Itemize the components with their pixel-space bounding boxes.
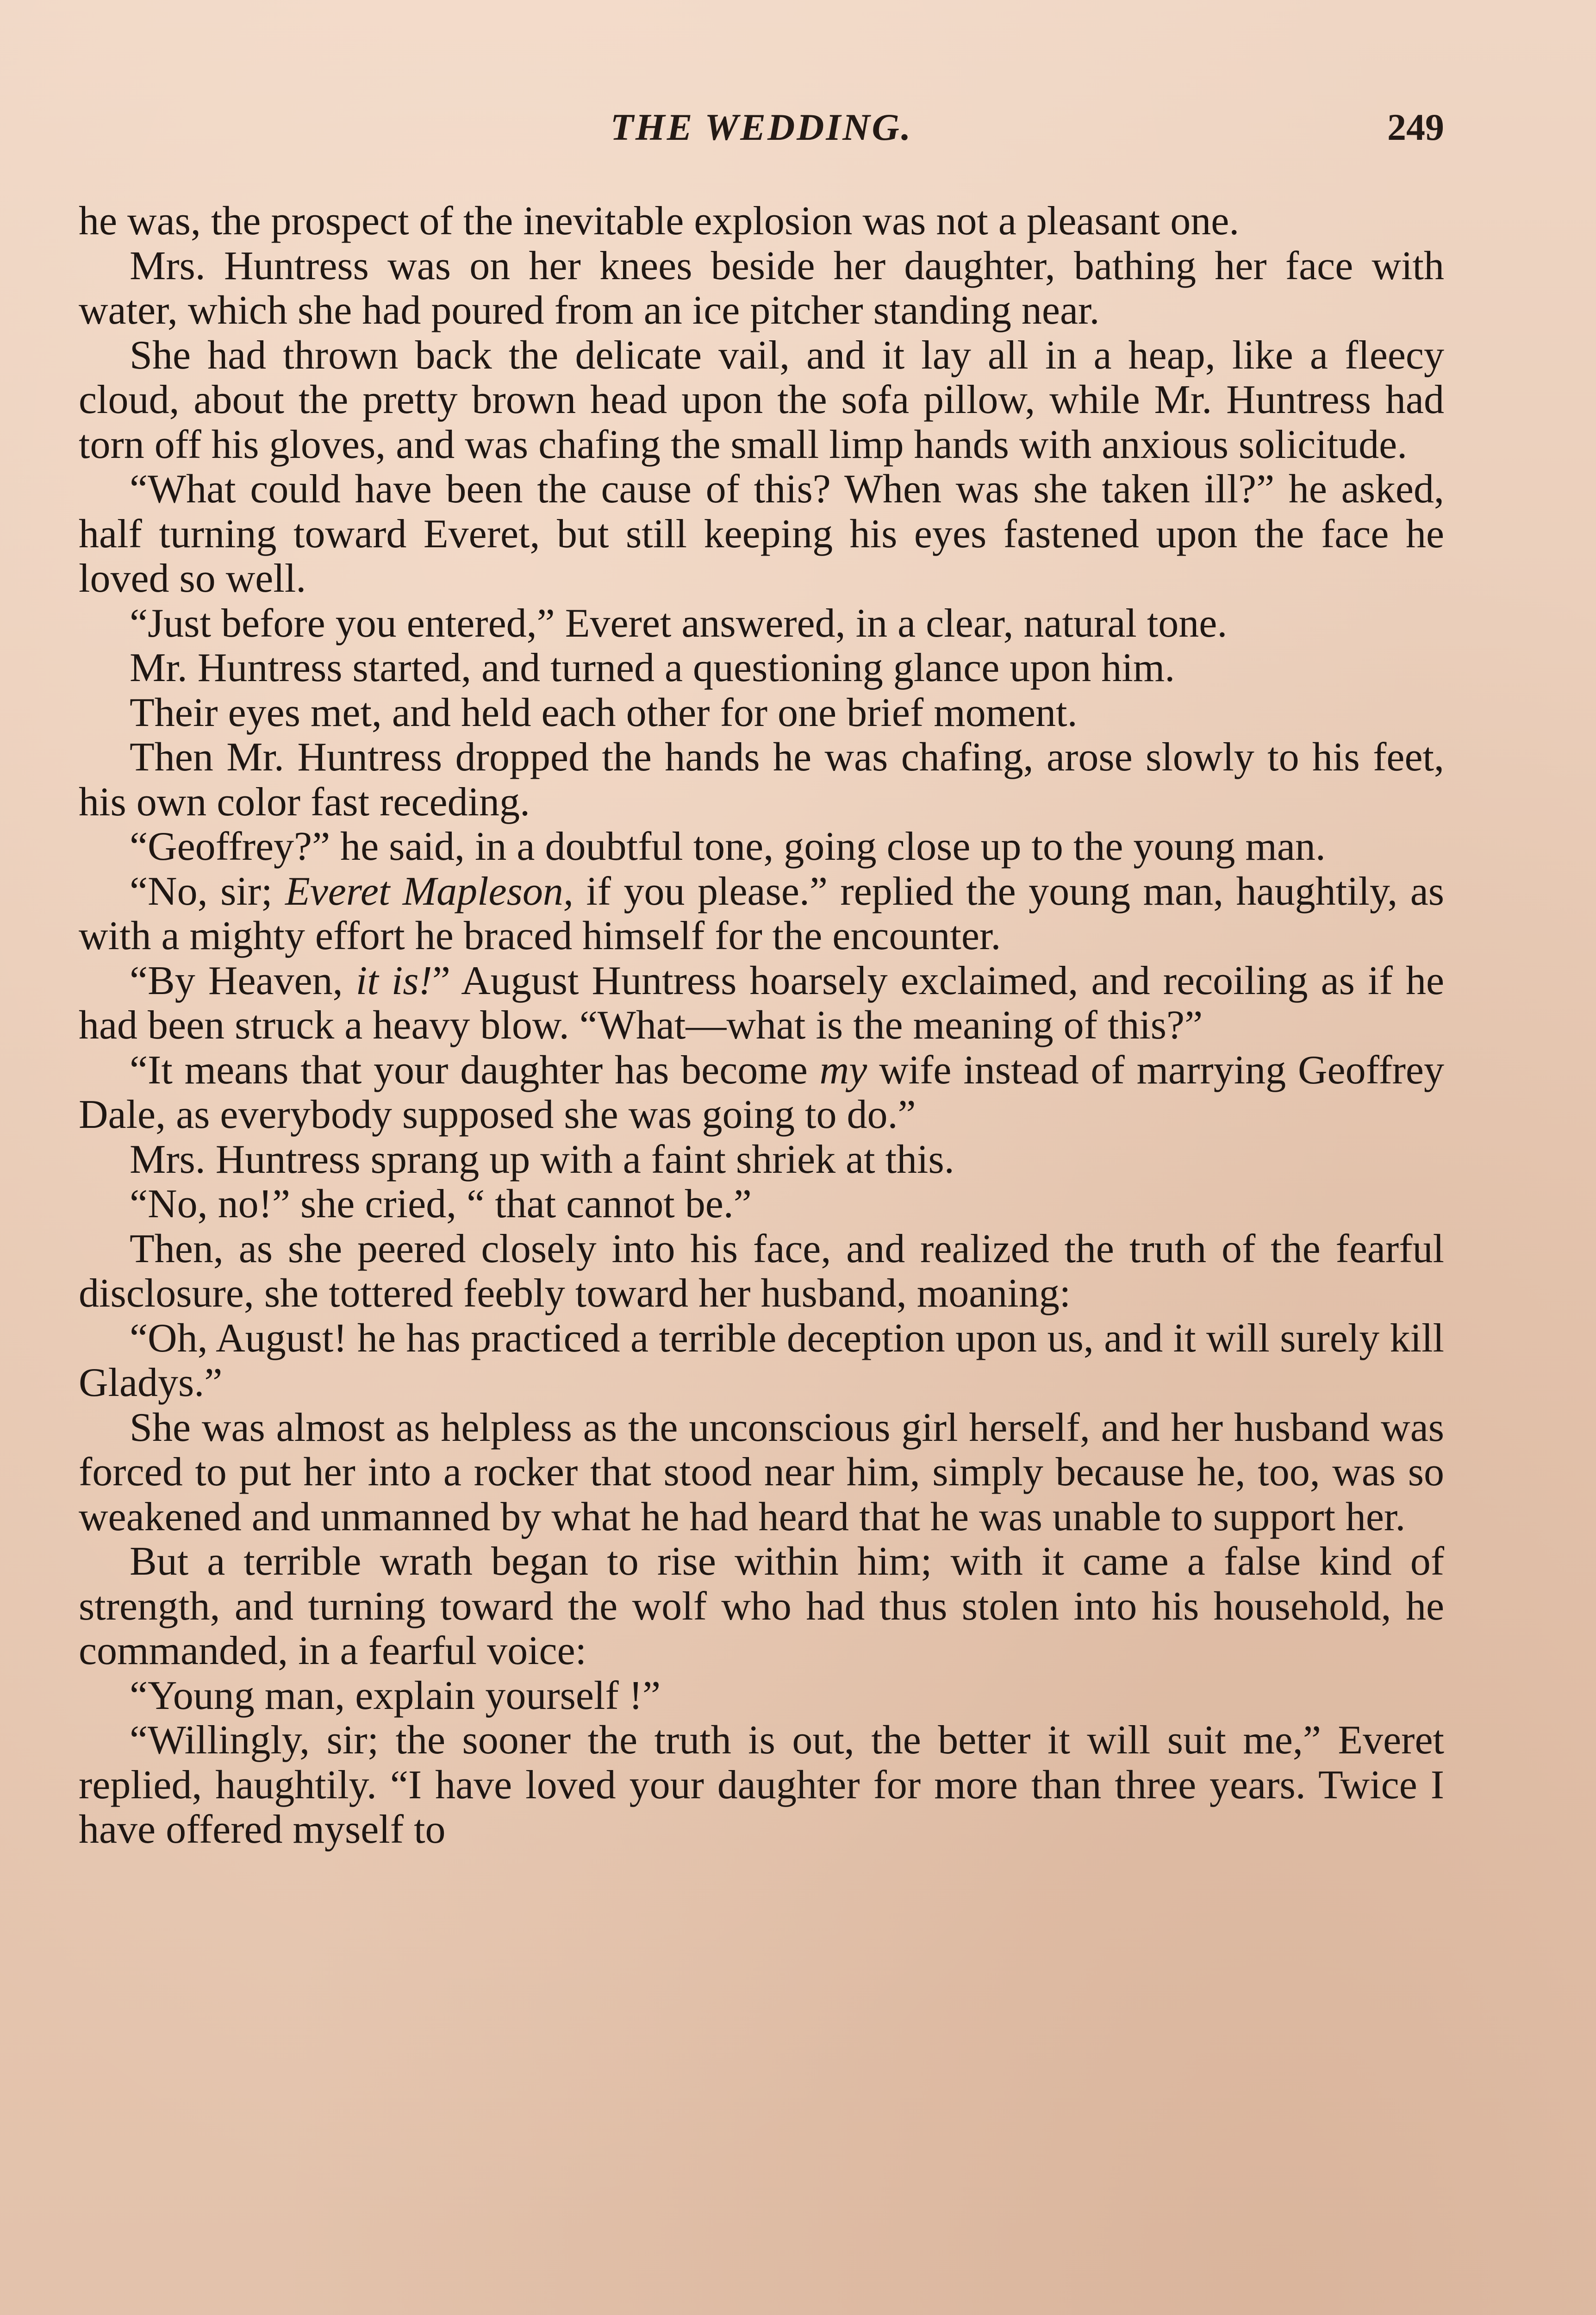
paragraph [79,601,1444,646]
paragraph-text: “Willingly, sir; the sooner the truth is out, the better it will suit me,” Everet replied, haughtily. “I have loved your daughter for more than three years. Twice I have offered myself to [79,1718,1444,1852]
paragraph [79,1227,1444,1316]
paragraph-text: “What could have been the cause of this? When was she taken ill?” he asked, half turning toward Everet, but still keeping his eyes fastened upon the face he loved so well. [79,467,1444,601]
paragraph [79,1316,1444,1406]
paragraph-text: She was almost as helpless as the unconscious girl herself, and her husband was forced to put her into a rocker that stood near him, simply because he, too, was so weakened and unmanned by what he had heard that he was unable to support her. [79,1405,1444,1539]
paragraph [79,691,1444,736]
paragraph-text: Mr. Huntress started, and turned a questioning glance upon him. [130,645,1175,690]
paragraph-text: Mrs. Huntress was on her knees beside her daughter, bathing her face with water, which she had poured from an ice pitcher standing near. [79,243,1444,333]
paragraph [79,646,1444,691]
paragraph-text: “No, sir; [130,869,285,914]
paragraph-text: “Oh, August! he has practiced a terrible deception upon us, and it will surely kill Gladys.” [79,1315,1444,1405]
paragraph [79,1138,1444,1183]
paragraph-text: “Geoffrey?” he said, in a doubtful tone, going close up to the young man. [130,824,1326,869]
paragraph [79,1539,1444,1674]
paragraph-text: “Just before you entered,” Everet answered, in a clear, natural tone. [130,601,1228,646]
chapter-title: THE WEDDING. [610,106,913,148]
paragraph [79,870,1444,959]
paragraph [79,1406,1444,1540]
paragraph-text: Then Mr. Huntress dropped the hands he was chafing, arose slowly to his feet, his own color fast receding. [79,735,1444,825]
paragraph [79,959,1444,1048]
page-number: 249 [1387,106,1444,148]
emphasis-text: my [819,1047,867,1093]
paragraph-text: “By Heaven, [130,958,356,1003]
paragraph [79,1674,1444,1719]
paragraph-text: Then, as she peered closely into his face, and realized the truth of the fearful disclosure, she tottered feebly toward her husband, moaning: [79,1226,1444,1316]
paragraph-text: wife instead of marrying Geoffrey Dale, as everybody supposed she was going to do.” [79,1047,1444,1137]
paragraph [79,1048,1444,1138]
paragraph-text: But a terrible wrath began to rise within him; with it came a false kind of strength, and turning toward the wolf who had thus stolen into his household, he commanded, in a fearful voice: [79,1539,1444,1673]
paragraph-text: She had thrown back the delicate vail, and it lay all in a heap, like a fleecy cloud, about the pretty brown head upon the sofa pillow, while Mr. Huntress had torn off his gloves, and was chafing the small limp hands with anxious solicitude. [79,332,1444,467]
running-head [79,97,1444,162]
paragraph [79,1718,1444,1852]
paragraph [79,244,1444,333]
paragraph [79,333,1444,468]
paragraph [79,825,1444,870]
paragraph-text: he was, the prospect of the inevitable explosion was not a pleasant one. [79,199,1240,244]
paragraph [79,1182,1444,1227]
paragraph-text: Mrs. Huntress sprang up with a faint shriek at this. [130,1137,954,1182]
paragraph-text: “It means that your daughter has become [130,1047,820,1093]
emphasis-text: it is! [355,958,432,1003]
paragraph-text: ” August Huntress hoarsely exclaimed, and recoiling as if he had been struck a heavy blow. “What—what is the meaning of this?” [79,958,1445,1048]
body-text [79,199,1444,1852]
emphasis-text: Everet Mapleson, [285,869,574,914]
paragraph-text: “No, no!” she cried, “ that cannot be.” [130,1182,752,1226]
paragraph-text: Their eyes met, and held each other for one brief moment. [130,690,1078,735]
paragraph [79,735,1444,825]
book-page [79,97,1444,2315]
paragraph-text: “Young man, explain yourself !” [130,1673,661,1718]
paragraph [79,467,1444,601]
paragraph [79,199,1444,244]
paragraph-text: if you please.” replied the young man, haughtily, as with a mighty effort he braced himself for the encounter. [79,869,1445,958]
